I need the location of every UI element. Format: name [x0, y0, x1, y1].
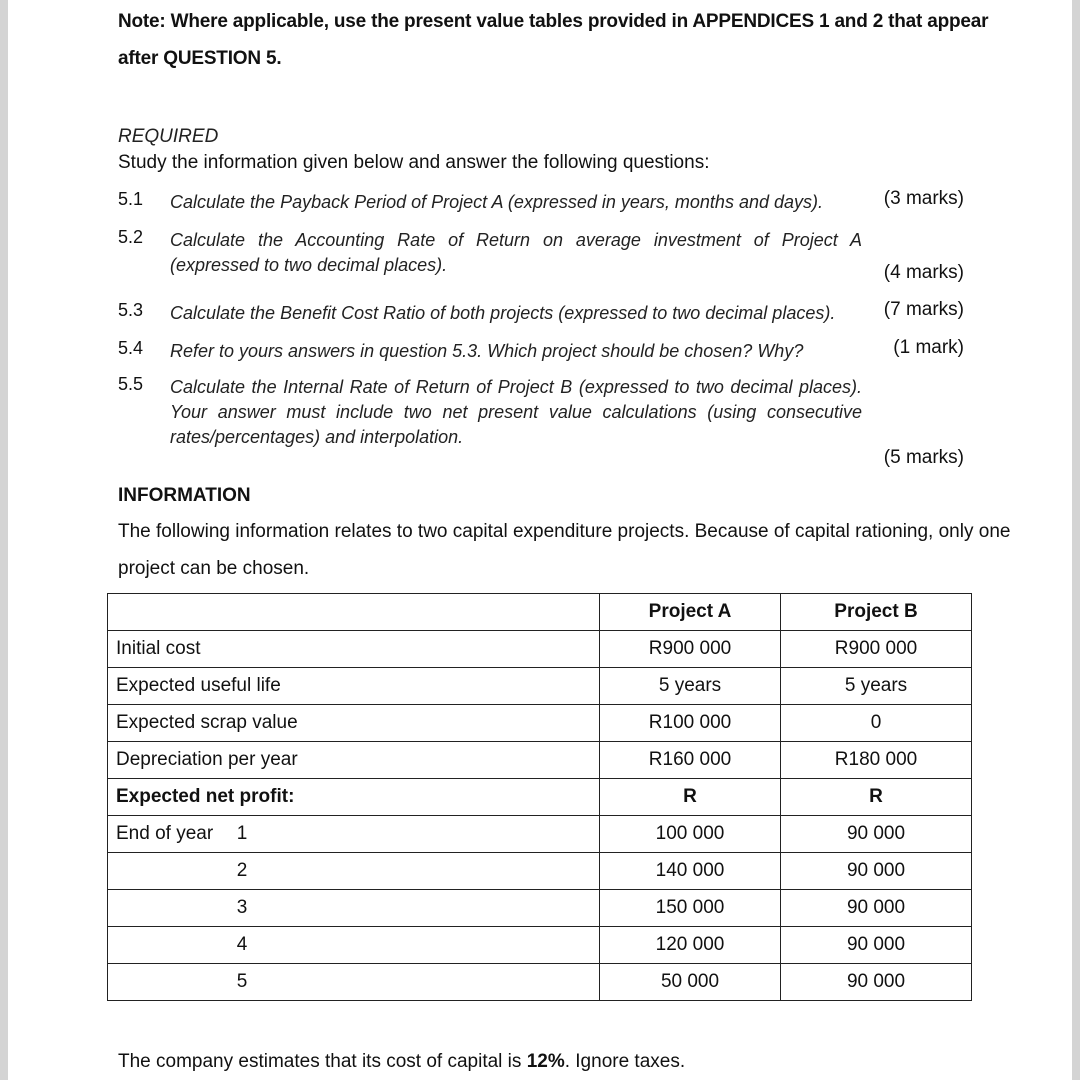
row-label: Initial cost — [108, 631, 600, 668]
cost-of-capital-note — [118, 1051, 685, 1073]
footer-text-pre: The company estimates that its cost of capital is — [118, 1051, 527, 1072]
project-a-value: 5 years — [600, 668, 781, 705]
project-a-value: R160 000 — [600, 742, 781, 779]
project-a-profit: 120 000 — [600, 927, 781, 964]
question-number: 5.4 — [118, 338, 144, 358]
table-row-year — [108, 890, 972, 927]
profit-label: Expected net profit: — [108, 779, 600, 816]
question-marks: (7 marks) — [883, 299, 964, 320]
question-text: Calculate the Internal Rate of Return of Project B (expressed to two decimal places). Your answer must include two net present value calculations (using consecutive rates/percentages) and interpolation. — [170, 377, 862, 447]
project-b-profit: 90 000 — [781, 927, 972, 964]
end-of-year-label: End of year — [116, 823, 214, 844]
question-marks: (5 marks) — [883, 447, 964, 468]
project-a-profit: 50 000 — [600, 964, 781, 1001]
question-number: 5.3 — [118, 300, 144, 320]
currency-a: R — [600, 779, 781, 816]
project-a-profit: 150 000 — [600, 890, 781, 927]
information-paragraph-line-1: The following information relates to two capital expenditure projects. Because of capital rationing, only one — [118, 521, 1011, 542]
question-text: Calculate the Payback Period of Project A (expressed in years, months and days). — [170, 192, 823, 212]
note-line-2: after QUESTION 5. — [118, 48, 282, 69]
year-number: 5 — [236, 971, 248, 992]
cost-of-capital-rate: 12% — [526, 1051, 565, 1072]
table-header-row — [108, 594, 972, 631]
currency-b: R — [781, 779, 972, 816]
year-label-cell — [108, 853, 600, 890]
row-label: Expected useful life — [108, 668, 600, 705]
table-row — [108, 742, 972, 779]
required-intro: Study the information given below and answer the following questions: — [118, 152, 710, 173]
table-row — [108, 631, 972, 668]
year-number: 1 — [236, 823, 248, 844]
information-heading: INFORMATION — [118, 485, 251, 506]
table-row — [108, 705, 972, 742]
note-line-1: Note: Where applicable, use the present value tables provided in APPENDICES 1 and 2 that appear — [118, 11, 989, 32]
column-header-project-a: Project A — [600, 594, 781, 631]
project-a-value: R900 000 — [600, 631, 781, 668]
project-b-value: R180 000 — [781, 742, 972, 779]
question-marks: (1 mark) — [893, 337, 964, 358]
table-row — [108, 668, 972, 705]
year-number: 4 — [236, 934, 248, 955]
column-header-project-b: Project B — [781, 594, 972, 631]
project-b-value: R900 000 — [781, 631, 972, 668]
table-row-year — [108, 853, 972, 890]
question-text: Refer to yours answers in question 5.3. Which project should be chosen? Why? — [170, 341, 804, 361]
project-b-profit: 90 000 — [781, 816, 972, 853]
row-label: Expected scrap value — [108, 705, 600, 742]
project-b-profit: 90 000 — [781, 853, 972, 890]
year-label-cell — [108, 890, 600, 927]
project-b-profit: 90 000 — [781, 890, 972, 927]
project-b-profit: 90 000 — [781, 964, 972, 1001]
question-number: 5.5 — [118, 374, 144, 394]
year-label-cell — [108, 816, 600, 853]
required-heading: REQUIRED — [118, 126, 219, 147]
year-number: 3 — [236, 897, 248, 918]
year-label-cell — [108, 964, 600, 1001]
year-number: 2 — [236, 860, 248, 881]
projects-table — [107, 593, 972, 1001]
project-a-profit: 140 000 — [600, 853, 781, 890]
table-row-profit-header — [108, 779, 972, 816]
document-page — [8, 0, 1072, 1080]
table-cell-empty — [108, 594, 600, 631]
year-label-cell — [108, 927, 600, 964]
project-b-value: 5 years — [781, 668, 972, 705]
question-marks: (3 marks) — [883, 188, 964, 209]
question-text: Calculate the Accounting Rate of Return on average investment of Project A (expressed to two decimal places). — [170, 230, 862, 275]
question-marks: (4 marks) — [883, 262, 964, 283]
project-a-value: R100 000 — [600, 705, 781, 742]
question-number: 5.1 — [118, 189, 144, 209]
information-paragraph-line-2: project can be chosen. — [118, 558, 310, 579]
row-label: Depreciation per year — [108, 742, 600, 779]
project-b-value: 0 — [781, 705, 972, 742]
footer-text-post: . Ignore taxes. — [564, 1051, 686, 1072]
project-a-profit: 100 000 — [600, 816, 781, 853]
table-row-year — [108, 964, 972, 1001]
table-row-year — [108, 816, 972, 853]
question-number: 5.2 — [118, 227, 144, 247]
table-row-year — [108, 927, 972, 964]
question-text: Calculate the Benefit Cost Ratio of both projects (expressed to two decimal places). — [170, 303, 836, 323]
